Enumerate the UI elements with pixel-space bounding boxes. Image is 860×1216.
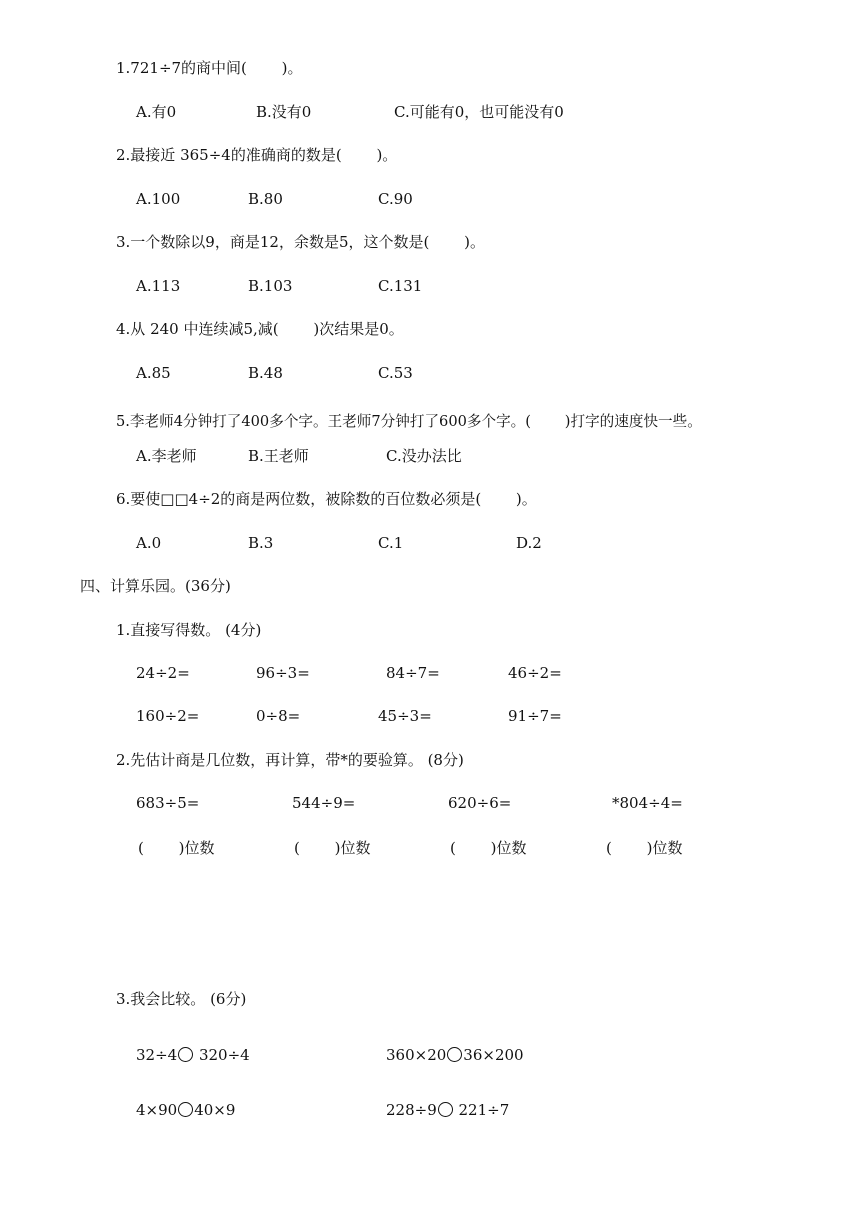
comparison-right: 320÷4 bbox=[194, 1046, 250, 1064]
q5-option-c: C.没办法比 bbox=[386, 447, 462, 465]
question-3-stem: 3.一个数除以9，商是12，余数是5，这个数是( )。 bbox=[116, 233, 485, 251]
comparison-left: 4×90 bbox=[136, 1101, 178, 1119]
calc-item: 84÷7= bbox=[386, 664, 440, 682]
part-2-title: 2.先估计商是几位数，再计算，带*的要验算。 (8分) bbox=[116, 751, 464, 769]
digit-count-blank: ( )位数 bbox=[294, 839, 371, 857]
division-item: 620÷6= bbox=[448, 794, 512, 812]
q1-option-b: B.没有0 bbox=[256, 103, 312, 121]
q6-option-c: C.1 bbox=[378, 534, 404, 552]
question-4-stem: 4.从 240 中连续减5,减( )次结果是0。 bbox=[116, 320, 404, 338]
compare-circle-icon[interactable] bbox=[178, 1047, 193, 1062]
part-3-title: 3.我会比较。 (6分) bbox=[116, 990, 247, 1008]
division-item: 683÷5= bbox=[136, 794, 200, 812]
q6-option-b: B.3 bbox=[248, 534, 274, 552]
digit-count-blank: ( )位数 bbox=[138, 839, 215, 857]
comparison-2 bbox=[386, 1045, 524, 1065]
question-6-stem: 6.要使□□4÷2的商是两位数，被除数的百位数必须是( )。 bbox=[116, 490, 537, 508]
section-4-title: 四、计算乐园。(36分) bbox=[80, 577, 231, 595]
digit-count-blank: ( )位数 bbox=[606, 839, 683, 857]
part-1-title: 1.直接写得数。 (4分) bbox=[116, 621, 262, 639]
q3-option-a: A.113 bbox=[136, 277, 181, 295]
comparison-left: 228÷9 bbox=[386, 1101, 437, 1119]
q6-option-d: D.2 bbox=[516, 534, 542, 552]
comparison-right: 221÷7 bbox=[453, 1101, 510, 1119]
q3-option-b: B.103 bbox=[248, 277, 293, 295]
comparison-left: 360×20 bbox=[386, 1046, 447, 1064]
division-item: *804÷4= bbox=[612, 794, 683, 812]
calc-item: 91÷7= bbox=[508, 707, 562, 725]
q1-option-a: A.有0 bbox=[136, 103, 177, 121]
comparison-right: 40×9 bbox=[194, 1101, 236, 1119]
question-2-stem: 2.最接近 365÷4的准确商的数是( )。 bbox=[116, 146, 398, 164]
q2-option-a: A.100 bbox=[136, 190, 181, 208]
q2-option-b: B.80 bbox=[248, 190, 283, 208]
compare-circle-icon[interactable] bbox=[438, 1102, 453, 1117]
q4-option-b: B.48 bbox=[248, 364, 283, 382]
q1-option-c: C.可能有0，也可能没有0 bbox=[394, 103, 564, 121]
calc-item: 45÷3= bbox=[378, 707, 432, 725]
q2-option-c: C.90 bbox=[378, 190, 413, 208]
q4-option-c: C.53 bbox=[378, 364, 413, 382]
digit-count-blank: ( )位数 bbox=[450, 839, 527, 857]
question-1-stem: 1.721÷7的商中间( )。 bbox=[116, 59, 303, 77]
calc-item: 0÷8= bbox=[256, 707, 301, 725]
question-5-stem: 5.李老师4分钟打了400多个字。王老师7分钟打了600多个字。( )打字的速度快一些。 bbox=[116, 413, 702, 430]
q3-option-c: C.131 bbox=[378, 277, 423, 295]
comparison-3 bbox=[136, 1100, 235, 1120]
comparison-right: 36×200 bbox=[463, 1046, 524, 1064]
q5-option-a: A.李老师 bbox=[136, 447, 197, 465]
calc-item: 46÷2= bbox=[508, 664, 562, 682]
q5-option-b: B.王老师 bbox=[248, 447, 309, 465]
q4-option-a: A.85 bbox=[136, 364, 171, 382]
calc-item: 160÷2= bbox=[136, 707, 200, 725]
compare-circle-icon[interactable] bbox=[178, 1102, 193, 1117]
comparison-1 bbox=[136, 1045, 250, 1065]
comparison-left: 32÷4 bbox=[136, 1046, 178, 1064]
calc-item: 96÷3= bbox=[256, 664, 310, 682]
calc-item: 24÷2= bbox=[136, 664, 190, 682]
q6-option-a: A.0 bbox=[136, 534, 162, 552]
division-item: 544÷9= bbox=[292, 794, 356, 812]
comparison-4 bbox=[386, 1100, 509, 1120]
compare-circle-icon[interactable] bbox=[447, 1047, 462, 1062]
